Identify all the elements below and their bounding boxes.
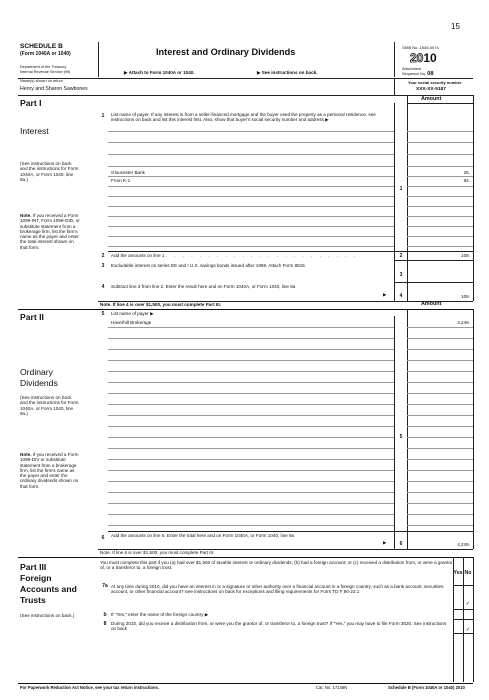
entry-rule (108, 154, 394, 155)
box-col-left-3 (394, 282, 395, 301)
form-title: Interest and Ordinary Dividends (156, 47, 296, 57)
entry-rule (108, 514, 394, 515)
line4-arrow: ▶ (383, 292, 387, 297)
line4-text: Subtract line 3 from line 2. Enter the result here and on Form 1040A, or Form 1040, line 8a (111, 284, 296, 289)
part1-amount-header: Amount (421, 96, 442, 102)
question-7b-number: b (103, 612, 107, 618)
amount-rule (407, 382, 473, 383)
header-bottom-rule (18, 78, 473, 79)
line6-text: Add the amounts on line 5. Enter the total here and on Form 1040A, or Form 1040, line 9a (111, 533, 295, 538)
question-8-no-check[interactable]: ✓ (465, 627, 471, 633)
name-label: Name(s) shown on return (20, 79, 63, 83)
amount-rule (407, 176, 473, 177)
entry-rule (108, 176, 394, 177)
sequence-text: Sequence No. (402, 72, 427, 76)
amount-rule (407, 196, 473, 197)
payer-name-1[interactable]: Gloucester Bank (111, 170, 145, 175)
amount-col-right-4 (473, 309, 474, 545)
entry-rule (108, 327, 394, 328)
part3-name: Foreign Accounts and Trusts (20, 573, 77, 605)
question-8-text: During 2010, did you receive a distribution from, or were you the grantor of, or transferor to, a foreign trust? If "Yes," you may have to file Form 3520. See instructions on back (111, 621, 447, 632)
entry-rule (108, 360, 394, 361)
page-number: 15 (451, 22, 460, 31)
box-col-right-1 (407, 95, 408, 270)
line1-number: 1 (101, 113, 105, 119)
amount-col-right-2 (473, 260, 474, 282)
box-col-right-4 (407, 309, 408, 545)
box-col-right-5 (407, 531, 408, 549)
amount-rule (407, 142, 473, 143)
line4-box-number: 4 (399, 293, 403, 299)
header-divider-right (394, 42, 395, 77)
entry-rule (108, 525, 394, 526)
right-edge (473, 557, 474, 682)
entry-rule (108, 415, 394, 416)
line6-amount[interactable]: 4,249. (457, 542, 470, 547)
entry-rule (108, 382, 394, 383)
payer-name-2[interactable]: From K-1 (111, 178, 131, 183)
part1-note (20, 213, 80, 250)
line1-text: List name of payer. If any interest is from a seller-financed mortgage and the buyer used the property as a personal residence, see instructions on back and list this interest first. Also, show that buyer's social security number and address ▶ (111, 112, 376, 123)
amount-rule (407, 186, 473, 187)
line3-rule (394, 282, 473, 283)
part1-note-bold: Note. (20, 213, 32, 218)
amount-rule (407, 514, 473, 515)
line6-box-number: 6 (399, 541, 403, 547)
part1-label: Part I (20, 98, 42, 108)
dividend-payer-name-1[interactable]: Haverhill Brokerage (111, 320, 152, 325)
line2-label: Add the amounts on line 1 (111, 253, 165, 258)
ssn-label: Your social security number (408, 80, 462, 85)
part1-note-text: If you received a Form 1099-INT, Form 1099-OID, or substitute statement from a brokerage firm, list the firm's name as the payer and enter the total interest shown on that form. (20, 213, 80, 250)
header-divider-left (98, 42, 99, 77)
question-7a-rule (453, 609, 473, 610)
amount-rule (407, 415, 473, 416)
amount-rule (407, 360, 473, 361)
question-8-number: 8 (103, 621, 107, 627)
paperwork-notice: For Paperwork Reduction Act Notice, see your tax return instructions. (20, 685, 159, 690)
payer-amount-2[interactable]: 84. (463, 178, 470, 183)
amount-rule (407, 349, 473, 350)
no-header: No (464, 570, 472, 576)
taxpayer-name[interactable]: Henry and Sharon Sawbones (20, 86, 88, 92)
amount-col-right-1 (473, 95, 474, 270)
amount-rule (407, 437, 473, 438)
amount-col-right-5 (473, 531, 474, 549)
part2-name: Ordinary Dividends (20, 367, 58, 388)
part1-note-line: Note. If line 4 is over $1,500, you must complete Part III. (100, 302, 222, 307)
box-col-left-5 (394, 531, 395, 549)
part2-note (20, 452, 80, 489)
amount-rule (407, 216, 473, 217)
amount-rule (407, 448, 473, 449)
attachment-label: Attachment (402, 67, 422, 71)
entry-rule (108, 206, 394, 207)
part2-note-line: Note. If line 6 is over $1,500, you must complete Part III. (100, 550, 215, 555)
entry-rule (108, 371, 394, 372)
amount-rule (407, 393, 473, 394)
entry-rule (108, 226, 394, 227)
part3-label: Part III (20, 562, 47, 572)
part2-see-instructions: (See instructions on back and the instructions for Form 1040A, or Form 1040, line 9a.) (20, 395, 79, 416)
line2-text: Add the amounts on line 1 . . . . . . . . . . . . . . . . . . . . . . . (111, 253, 359, 258)
irs-label: Internal Revenue Service (99) (20, 70, 71, 74)
sequence-number: 08 (427, 71, 434, 77)
question-7b-rule (453, 619, 473, 620)
line1-box-number: 1 (399, 186, 403, 192)
amount-rule (407, 246, 473, 247)
entry-rule (108, 448, 394, 449)
sequence-label (402, 72, 434, 77)
footer-form-name: Schedule B (Form 1040A or 1040) 2010 (388, 685, 465, 690)
amount-rule (407, 371, 473, 372)
entry-rule (108, 236, 394, 237)
amount-rule (407, 338, 473, 339)
entry-rule (108, 186, 394, 187)
see-instructions-back: ▶ See instructions on back. (257, 70, 318, 75)
entry-rule (108, 246, 394, 247)
question-7a-text: At any time during 2010, did you have an interest in or a signature or other authority over a financial account in a foreign country, such as a bank account, securities account, or other financial account? See instructions on back for exceptions and filing requirements for Form TD F 90-22.1 (111, 584, 444, 595)
entry-rule (108, 404, 394, 405)
line2-rule (394, 260, 473, 261)
box-col-left-4 (394, 316, 395, 531)
line2-number: 2 (101, 253, 105, 259)
name-bottom-rule (18, 95, 473, 96)
attach-instruction: ▶ Attach to Form 1040A or 1040. (124, 70, 195, 75)
tax-year (410, 52, 437, 65)
question-7a-number: 7a (102, 583, 108, 589)
part2-amount-header: Amount (421, 301, 442, 307)
amount-rule (407, 426, 473, 427)
amount-rule (407, 166, 473, 167)
entry-rule (108, 503, 394, 504)
part3-see-instructions: (See instructions on back.) (20, 613, 75, 618)
amount-rule (407, 481, 473, 482)
line5-text: List name of payer ▶ (111, 311, 154, 316)
yes-header: Yes (453, 570, 463, 576)
amount-rule (407, 131, 473, 132)
amount-rule (407, 503, 473, 504)
part1-see-instructions: (See instructions on back and the instructions for Form 1040A, or Form 1040, line 8a.) (20, 161, 79, 182)
form-reference: (Form 1040A or 1040) (20, 51, 71, 57)
question-7b-text: If "Yes," enter the name of the foreign country ▶ (111, 612, 209, 617)
amount-rule (407, 492, 473, 493)
amount-rule (407, 154, 473, 155)
part2-note-bold: Note. (20, 452, 32, 457)
entry-rule (108, 492, 394, 493)
ssn-value[interactable]: XXX-XX-5187 (416, 87, 446, 92)
amount-rule (407, 206, 473, 207)
tax-year-suffix: 10 (423, 51, 437, 65)
entry-rule (108, 481, 394, 482)
box-col-right-2 (407, 260, 408, 282)
amount-col-right-3 (473, 282, 474, 301)
omb-number: OMB No. 1545-0074 (402, 45, 439, 50)
line3-text: Excludable interest on series EE and I U.S. savings bonds issued after 1989. Attach Form 8815 (111, 263, 305, 268)
part2-top-rule (18, 309, 473, 310)
entry-rule (108, 338, 394, 339)
entry-rule (108, 437, 394, 438)
amount-rule (407, 459, 473, 460)
line4-number: 4 (101, 284, 105, 290)
line2-box-number: 2 (399, 253, 403, 259)
line5-number: 5 (101, 311, 105, 317)
line4-amount[interactable]: 109. (461, 294, 470, 299)
line3-number: 3 (101, 263, 105, 269)
dividend-payer-amount-1[interactable]: 4,249. (457, 320, 470, 325)
part2-note-text: If you received a Form 1099-DIV or substitute statement from a brokerage firm, list the firm's name as the payer and enter the ordinary dividends shown on that form. (20, 452, 79, 489)
ssn-divider (394, 78, 395, 95)
entry-rule (108, 531, 473, 532)
entry-rule (108, 131, 394, 132)
part2-label: Part II (20, 312, 44, 322)
part1-amount-header-rule (407, 103, 473, 104)
entry-rule (108, 459, 394, 460)
amount-rule (407, 525, 473, 526)
line3-box-number: 3 (399, 272, 403, 278)
part1-name: Interest (20, 126, 49, 136)
entry-rule (108, 349, 394, 350)
entry-rule (108, 216, 394, 217)
question-8-rule (453, 633, 473, 634)
question-7a-no-check[interactable]: ✓ (465, 601, 471, 607)
box-col-left-2 (394, 260, 395, 282)
part3-top-rule (18, 557, 473, 558)
entry-rule (108, 426, 394, 427)
line2-amount[interactable]: 109. (461, 253, 470, 258)
amount-rule (407, 404, 473, 405)
box-col-left-1 (394, 103, 395, 270)
box-col-right-3 (407, 282, 408, 301)
entry-rule (108, 251, 473, 252)
entry-rule (108, 196, 394, 197)
line6-arrow: ▶ (383, 540, 387, 545)
amount-rule (407, 470, 473, 471)
tax-year-prefix: 20 (410, 51, 424, 65)
amount-rule (407, 236, 473, 237)
catalog-number: Cat. No. 17146N (316, 685, 348, 690)
amount-rule (407, 226, 473, 227)
entry-rule (108, 470, 394, 471)
entry-rule (108, 393, 394, 394)
entry-rule (108, 166, 394, 167)
payer-amount-1[interactable]: 25. (463, 170, 470, 175)
yes-no-header-rule (453, 585, 473, 586)
department-label: Department of the Treasury (20, 65, 67, 69)
footer-rule (18, 683, 473, 684)
amount-rule (407, 327, 473, 328)
schedule-label: SCHEDULE B (20, 43, 63, 50)
line5-box-number: 5 (399, 434, 403, 440)
entry-rule (108, 142, 394, 143)
line6-number: 6 (101, 535, 105, 541)
part3-intro: You must complete this part if you (a) had over $1,500 of taxable interest or ordinary dividends; (b) had a foreign account; or (c) received a distribution from, or were a grantor of, or a transferor to, a foreign trust. (100, 560, 453, 571)
